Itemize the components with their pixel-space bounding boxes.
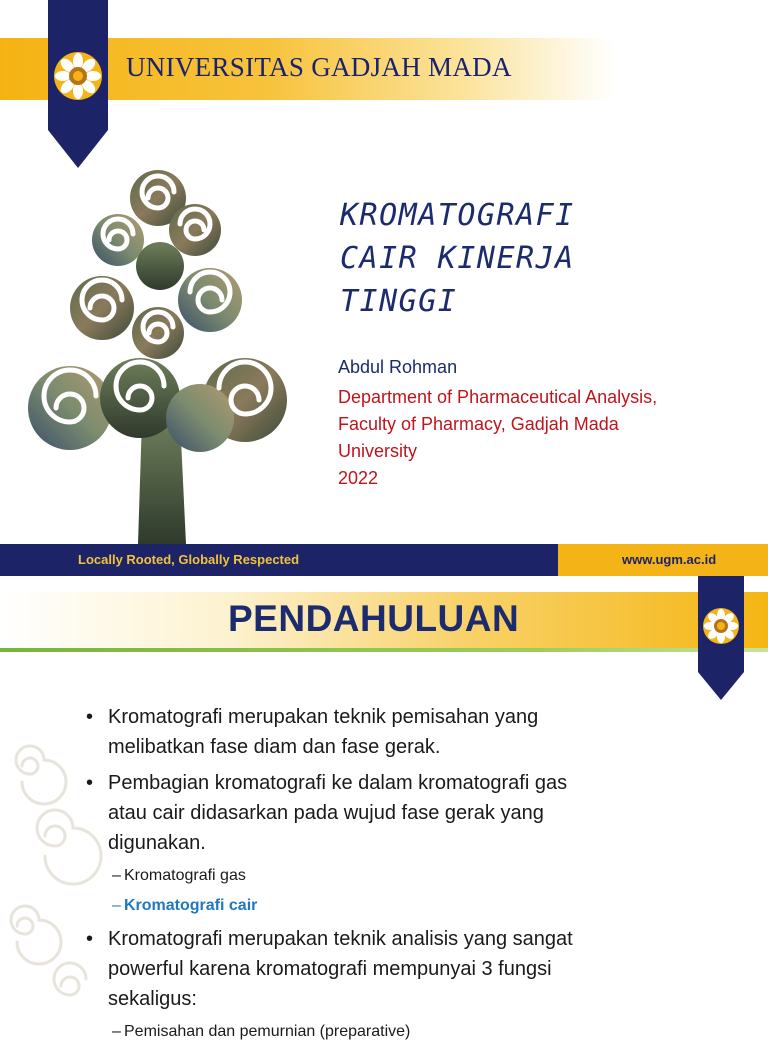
ugm-crest-icon [698, 576, 744, 700]
sub-item-text: Pemisahan dan pemurnian (preparative) [124, 1023, 411, 1040]
motto-text: Locally Rooted, Globally Respected [78, 552, 300, 567]
sub-item-gas [86, 864, 746, 888]
title-line: TINGGI [340, 284, 458, 319]
dash-marker: – [112, 867, 121, 884]
bullet-item [86, 768, 746, 858]
header-divider [0, 648, 768, 652]
sub-item-preparative [86, 1020, 746, 1044]
affiliation-line: Department of Pharmaceutical Analysis, [338, 387, 658, 407]
slide-title: PENDAHULUAN [228, 598, 520, 639]
affiliation-line: Faculty of Pharmacy, Gadjah Mada [338, 414, 619, 434]
sub-item-text: Kromatografi gas [124, 867, 246, 884]
website-link[interactable]: www.ugm.ac.id [622, 552, 717, 567]
bullet-text-line: atau cair didasarkan pada wujud fase gerak yang [108, 802, 544, 824]
bullet-text-line: sekaligus: [108, 988, 197, 1010]
affiliation-year: 2022 [338, 468, 379, 488]
slide-content [86, 702, 746, 1050]
ugm-crest-icon [48, 0, 108, 168]
bullet-text-line: melibatkan fase diam dan fase gerak. [108, 736, 441, 758]
author-name: Abdul Rohman [338, 357, 458, 377]
tree-collage-icon [30, 168, 290, 544]
affiliation [338, 384, 758, 492]
affiliation-line: University [338, 441, 418, 461]
sub-item-text: Kromatografi cair [124, 897, 258, 914]
bullet-item [86, 924, 746, 1014]
dash-marker: – [112, 897, 121, 914]
bullet-text-line: • Kromatografi merupakan teknik pemisahan yang [108, 706, 539, 728]
bullet-item [86, 702, 746, 762]
bullet-text-line: powerful karena kromatografi mempunyai 3 fungsi [108, 958, 552, 980]
sub-item-cair [86, 894, 746, 918]
bullet-text-line: • Pembagian kromatografi ke dalam kromatografi gas [108, 772, 568, 794]
bullet-text-line: • Kromatografi merupakan teknik analisis yang sangat [108, 928, 573, 950]
presentation-title [340, 194, 740, 323]
dash-marker: – [112, 1023, 121, 1040]
content-slide [0, 576, 768, 1040]
title-line: KROMATOGRAFI [340, 198, 575, 233]
bullet-text-line: digunakan. [108, 832, 206, 854]
university-name: UNIVERSITAS GADJAH MADA [126, 52, 512, 82]
title-line: CAIR KINERJA [340, 241, 575, 276]
